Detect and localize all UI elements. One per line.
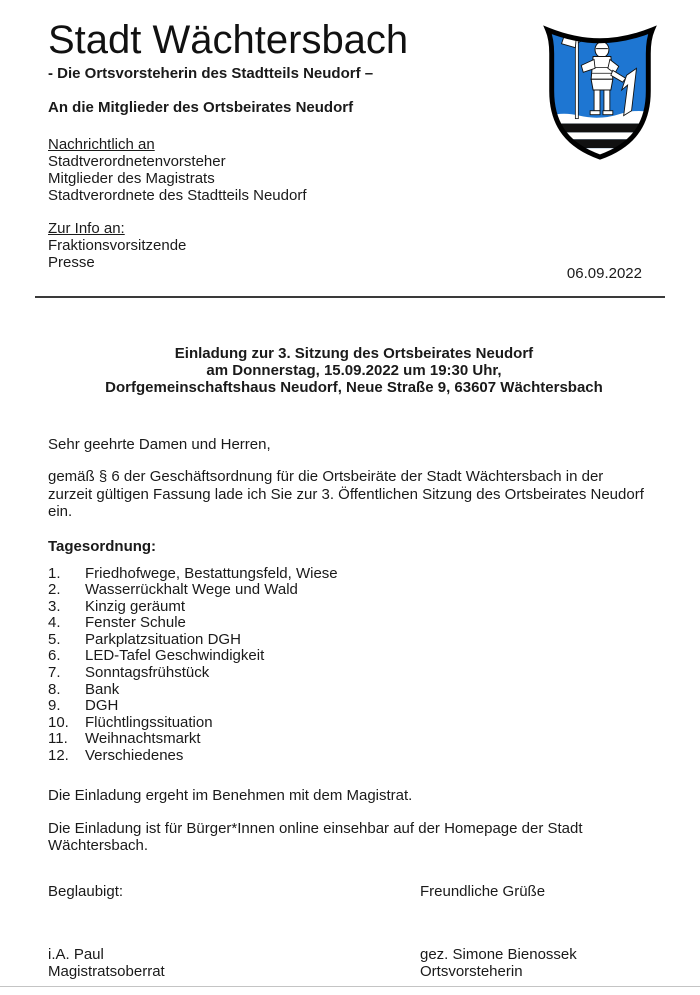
distribution-item: Stadtverordnetenvorsteher [48,153,226,170]
agenda-item [48,566,660,583]
agenda-item-text: Fenster Schule [85,614,186,632]
signature-left-title: Magistratsoberrat [48,962,165,980]
signature-left [48,946,420,980]
agenda-item-text: Weihnachtsmarkt [85,730,201,748]
agenda-item [48,582,660,599]
agenda-item-number: 3. [48,597,61,615]
agenda-item [48,682,660,699]
signature-left-name: i.A. Paul [48,945,104,963]
letterhead-subtitle: - Die Ortsvorsteherin des Stadtteils Neudorf – [48,65,374,82]
agenda-item-number: 6. [48,647,61,665]
agenda-item [48,632,660,649]
greeting-label: Freundliche Grüße [420,882,546,900]
agenda-item [48,648,660,665]
recipient-line: An die Mitglieder des Ortsbeirates Neudorf [48,99,354,116]
agenda-item-number: 9. [48,697,61,715]
signature-right-name: gez. Simone Bienossek [420,945,577,963]
agenda-item [48,615,660,632]
signature-right [420,946,577,980]
distribution-item: Fraktionsvorsitzende [48,237,187,254]
agenda-item-number: 4. [48,614,61,632]
agenda-item-number: 11. [48,730,68,748]
agenda-item [48,665,660,682]
nachrichtlich-label: Nachrichtlich an [48,136,155,153]
agenda-item-text: LED-Tafel Geschwindigkeit [85,647,265,665]
closing-paragraph-1: Die Einladung ergeht im Benehmen mit dem Magistrat. [48,786,413,804]
signature-labels-row [48,883,660,900]
invitation-heading [48,345,660,396]
agenda-item-number: 8. [48,680,61,698]
agenda-item-number: 10. [48,713,69,731]
agenda-item-text: Verschiedenes [85,747,184,765]
agenda-item-number: 1. [48,564,61,582]
divider-line [35,296,665,298]
agenda-item-text: DGH [85,697,119,715]
agenda-item-text: Bank [85,680,120,698]
distribution-item: Mitglieder des Magistrats [48,170,215,187]
agenda-item-number: 7. [48,664,61,682]
distribution-info [48,220,660,271]
salutation: Sehr geehrte Damen und Herren, [48,436,271,453]
agenda-item [48,698,660,715]
agenda-item [48,748,660,765]
invitation-line-3: Dorfgemeinschaftshaus Neudorf, Neue Straße 9, 63607 Wächtersbach [105,379,603,396]
agenda-item-number: 12. [48,747,69,765]
distribution-item: Presse [48,254,95,271]
page-title: Stadt Wächtersbach [48,18,409,62]
signature-names-row [48,946,660,980]
page-bottom-edge [0,986,700,987]
agenda-item [48,599,660,616]
distribution-item: Stadtverordnete des Stadtteils Neudorf [48,187,307,204]
agenda-heading: Tagesordnung: [48,537,157,555]
invitation-line-2: am Donnerstag, 15.09.2022 um 19:30 Uhr, [206,362,502,379]
signature-right-title: Ortsvorsteherin [420,962,523,980]
agenda-item-text: Wasserrückhalt Wege und Wald [85,581,298,599]
body-paragraph: gemäß § 6 der Geschäftsordnung für die Ortsbeiräte der Stadt Wächtersbach in der zurzeit gültigen Fassung lade ich Sie zur 3. Öffentlichen Sitzung des Ortsbeirates Neudorf ein. [48,468,644,520]
agenda-item [48,731,660,748]
invitation-line-1: Einladung zur 3. Sitzung des Ortsbeirates Neudorf [174,345,534,362]
agenda-item-text: Kinzig geräumt [85,597,186,615]
certified-label: Beglaubigt: [48,882,124,900]
agenda-item-text: Friedhofwege, Bestattungsfeld, Wiese [85,564,338,582]
agenda-item-number: 5. [48,630,61,648]
agenda-item-text: Flüchtlingssituation [85,713,213,731]
closing-paragraph-2: Die Einladung ist für Bürger*Innen online einsehbar auf der Homepage der Stadt Wächtersbach. [48,819,583,854]
agenda-item-number: 2. [48,581,61,599]
agenda-item-text: Sonntagsfrühstück [85,664,210,682]
document-date: 06.09.2022 [566,265,642,282]
info-label: Zur Info an: [48,220,125,237]
agenda-item [48,715,660,732]
coat-of-arms-icon [539,24,661,162]
agenda-list [48,566,660,765]
agenda-item-text: Parkplatzsituation DGH [85,630,241,648]
